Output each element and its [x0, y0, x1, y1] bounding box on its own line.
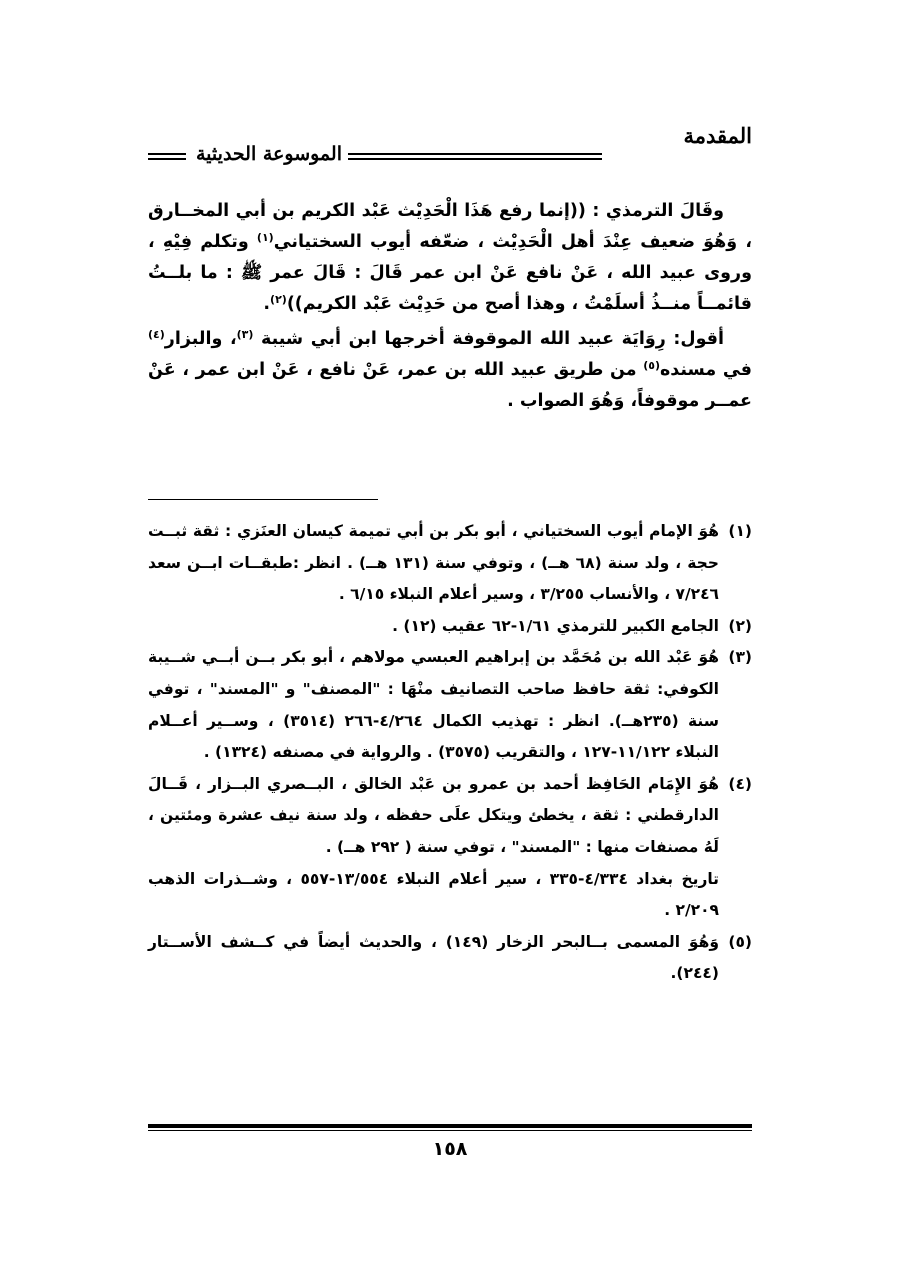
page-header: [148, 118, 752, 166]
footnote-ref-5[interactable]: (٥): [643, 359, 660, 372]
main-text: [148, 196, 752, 417]
paragraph-2-text-b: ، والبزار: [164, 329, 237, 349]
footnote-number: (٥): [728, 932, 752, 951]
footnote-ref-1[interactable]: (١): [256, 231, 274, 244]
paragraph-1-text-c: .: [263, 294, 271, 314]
footnote-2: [148, 611, 752, 643]
footnote-text: الجامع الكبير للترمذي ١/٦١-٦٢ عقيب (١٢) .: [392, 616, 719, 635]
page-content: [148, 118, 752, 990]
section-title: المقدمة: [683, 123, 752, 148]
footnotes: [148, 516, 752, 990]
footnote-number: (٢): [728, 616, 752, 635]
paragraph-2-text-d: من طريق عبيد الله بن عمر، عَنْ نافع ، عَنْ ابن عمر ، عَنْ عمــر موقوفاً، وَهُوَ الصواب .: [148, 360, 752, 411]
footnote-ref-3[interactable]: (٣): [236, 328, 254, 341]
footnote-number: (٣): [728, 648, 752, 667]
footnote-text: هُوَ الإِمَام الحَافِظ أحمد بن عمرو بن عَبْد الخالق ، البــصري البــزار ، قَــالَ الدارقطني : ثقة ، يخطئ ويتكل علَى حفظه ، ولد سنة نيف عشرة ومئتين ، لَهُ مصنفات منها : "المسند" ، توفي سنة ( ٢٩٢ هــ) .: [148, 774, 719, 856]
footnote-4: [148, 769, 752, 927]
paragraph-1-text-b: وتكلم فِيْهِ ، وروى عبيد الله ، عَنْ نافع عَنْ ابن عمر قَالَ : قَالَ عمر ﷺ : ما بلــتُ قائمــاً منــذُ أسلَمْتُ ، وهذا أصح من حَدِيْث عَبْد الكريم)): [148, 232, 752, 314]
footnote-3: [148, 642, 752, 768]
footnote-text: هُوَ عَبْد الله بن مُحَمَّد بن إبراهيم العبسي مولاهم ، أبو بكر بــن أبــي شــيبة الكوفي: ثقة حافظ صاحب التصانيف منْهَا : "المصنف" و "المسند" ، توفي سنة (٢٣٥هــ). انظر : تهذيب الكمال ٤/٢٦٤-٢٦٦ (٣٥١٤) ، وســير أعــلام النبلاء ١١/١٢٢-١٢٧ ، والتقريب (٣٥٧٥) . والرواية في مصنفه (١٣٢٤) .: [148, 648, 719, 762]
footnote-ref-4[interactable]: (٤): [148, 328, 165, 341]
header-double-rule: [348, 153, 602, 160]
footnote-text: هُوَ الإمام أيوب السختياني ، أبو بكر بن أبي تميمة كيسان العنَزي : ثقة ثبــت حجة ، ولد سنة (٦٨ هــ) ، وتوفي سنة (١٣١ هــ) . انظر :طبقــات ابــن سعد ٧/٢٤٦ ، والأنساب ٣/٢٥٥ ، وسير أعلام النبلاء ٦/١٥ .: [148, 522, 719, 604]
book-title: الموسوعة الحديثية: [196, 143, 342, 165]
footnote-5: [148, 927, 752, 990]
paragraph-2: [148, 324, 752, 417]
footnote-text-continued: تاريخ بغداد ٤/٣٣٤-٣٣٥ ، سير أعلام النبلاء ١٣/٥٥٤-٥٥٧ ، وشــذرات الذهب ٢/٢٠٩ .: [148, 869, 720, 920]
paragraph-1: [148, 196, 752, 320]
paragraph-1-text-a: وقَالَ الترمذي : ((إنما رفع هَذَا الْحَدِيْث عَبْد الكريم بن أبي المخــارق ، وَهُوَ ضعيف عِنْدَ أهل الْحَدِيْث ، ضعّفه أيوب السختياني: [148, 201, 753, 252]
footnote-text: وَهُوَ المسمى بــالبحر الزخار (١٤٩) ، والحديث أيضاً في كــشف الأســتار (٢٤٤).: [148, 932, 719, 983]
footer-double-rule: [148, 1124, 752, 1131]
header-short-rule: [148, 153, 186, 160]
footnote-number: (٤): [728, 774, 752, 793]
paragraph-2-text-c: في مسنده: [659, 360, 752, 380]
footnote-number: (١): [728, 522, 752, 540]
paragraph-2-text-a: أقول: رِوَايَة عبيد الله الموقوفة أخرجها ابن أبي شيبة: [253, 329, 724, 349]
footnote-1: [148, 516, 752, 611]
page-number: ١٥٨: [432, 1138, 468, 1160]
footnote-ref-2[interactable]: (٢): [270, 293, 287, 306]
footnote-separator: [148, 499, 378, 500]
